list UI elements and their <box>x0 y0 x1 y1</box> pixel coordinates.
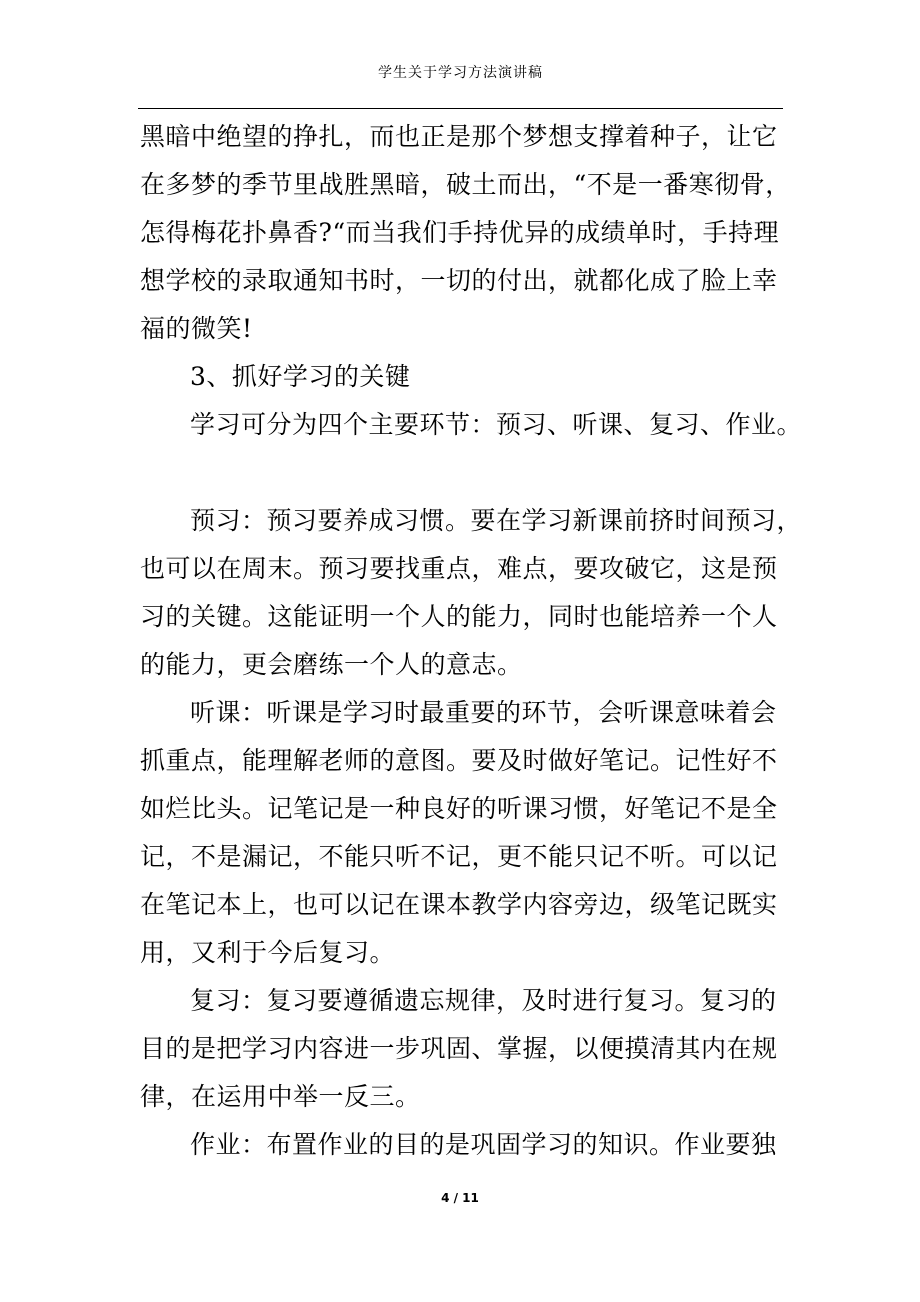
text-line: 抓重点，能理解老师的意图。要及时做好笔记。记性好不 <box>140 746 778 775</box>
text-line: 在笔记本上，也可以记在课本教学内容旁边，级笔记既实 <box>140 890 778 919</box>
paragraph-start-line: 复习：复习要遵循遗忘规律，及时进行复习。复习的 <box>190 986 777 1015</box>
text-line: 也可以在周末。预习要找重点，难点，要攻破它，这是预 <box>140 554 778 583</box>
text-line: 律，在运用中举一反三。 <box>140 1082 421 1111</box>
paragraph-start-line: 学习可分为四个主要环节：预习、听课、复习、作业。 <box>190 410 803 439</box>
header-divider <box>138 108 783 109</box>
text-line: 的能力，更会磨练一个人的意志。 <box>140 650 523 679</box>
text-line: 怎得梅花扑鼻香?“而当我们手持优异的成绩单时，手持理 <box>140 218 780 247</box>
text-line: 福的微笑! <box>140 314 253 343</box>
text-line: 在多梦的季节里战胜黑暗，破土而出，“不是一番寒彻骨， <box>140 170 791 199</box>
text-line: 如烂比头。记笔记是一种良好的听课习惯，好笔记不是全 <box>140 794 778 823</box>
text-line: 想学校的录取通知书时，一切的付出，就都化成了脸上幸 <box>140 266 778 295</box>
document-body <box>140 113 803 1169</box>
page-number: 4 / 11 <box>441 1191 479 1205</box>
page-header-title: 学生关于学习方法演讲稿 <box>378 65 543 81</box>
section-heading: 3、抓好学习的关键 <box>190 362 411 391</box>
text-line: 黑暗中绝望的挣扎，而也正是那个梦想支撑着种子，让它 <box>140 122 778 151</box>
paragraph-start-line: 作业：布置作业的目的是巩固学习的知识。作业要独 <box>190 1130 777 1159</box>
text-line: 习的关键。这能证明一个人的能力，同时也能培养一个人 <box>140 602 778 631</box>
paragraph-start-line: 预习：预习要养成习惯。要在学习新课前挤时间预习， <box>190 506 803 535</box>
text-line: 目的是把学习内容进一步巩固、掌握，以便摸清其内在规 <box>140 1034 778 1063</box>
text-line: 记，不是漏记，不能只听不记，更不能只记不听。可以记 <box>140 842 778 871</box>
paragraph-start-line: 听课：听课是学习时最重要的环节，会听课意味着会 <box>190 698 777 727</box>
text-line: 用，又利于今后复习。 <box>140 938 396 967</box>
paragraph-spacer <box>140 449 780 497</box>
